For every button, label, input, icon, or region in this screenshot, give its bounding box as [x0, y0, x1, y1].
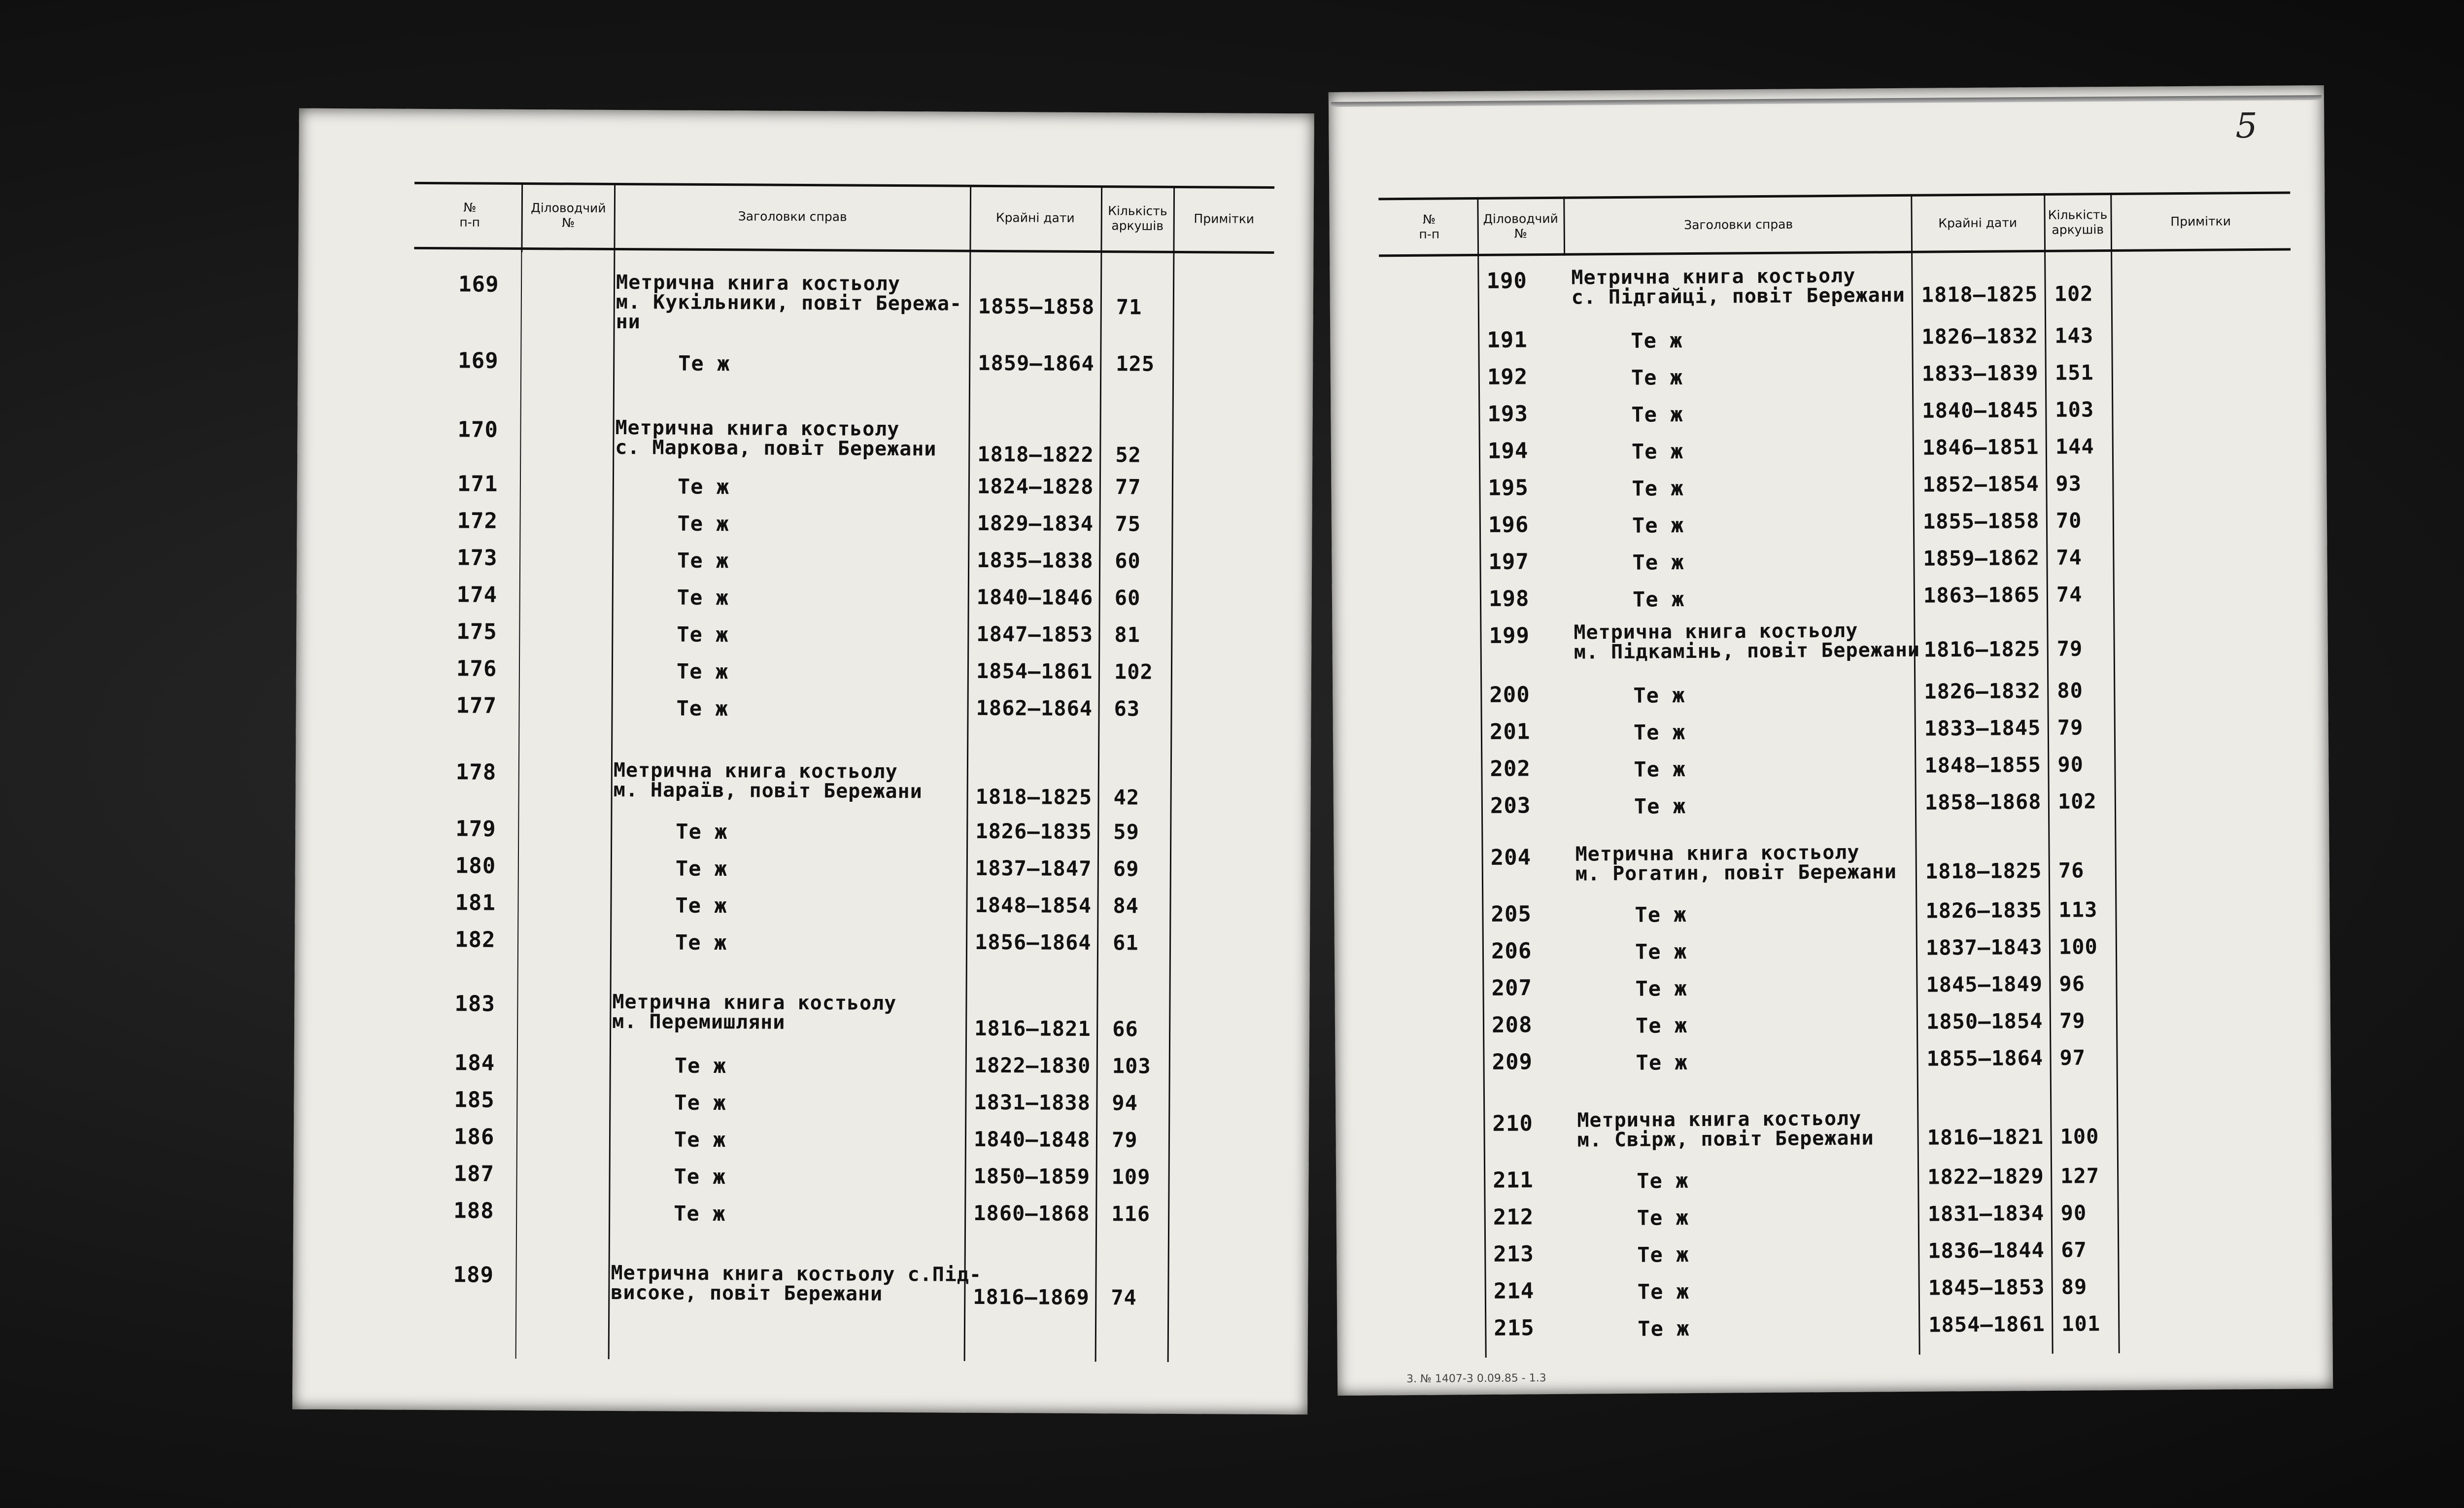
date-range: 1845–1853 [1928, 1274, 2045, 1300]
sheet-count: 79 [1111, 1128, 1138, 1152]
sheet-count: 79 [2057, 715, 2084, 740]
row-number: 169 [458, 272, 499, 297]
row-number: 184 [454, 1050, 495, 1076]
row-number: 194 [1487, 438, 1529, 464]
sheet-count: 127 [2060, 1164, 2100, 1188]
col-divider [2110, 193, 2120, 1353]
sheet-count: 100 [2058, 934, 2098, 959]
same-as-above: Те ж [677, 622, 729, 647]
col-divider [964, 186, 971, 1361]
same-as-above: Те ж [1632, 476, 1684, 501]
header-no: № п-п [1419, 212, 1440, 241]
row-number: 201 [1489, 719, 1531, 745]
record-title-line: Метрична книга костьолу [616, 271, 901, 296]
sheet-count: 70 [2055, 508, 2082, 533]
sheet-count: 74 [1111, 1285, 1137, 1310]
row-number: 207 [1491, 975, 1533, 1001]
row-number: 169 [458, 348, 499, 374]
row-number: 199 [1489, 623, 1530, 649]
record-title-line: Метрична книга костьолу [1577, 1107, 1862, 1132]
header-sheets: Кількість аркушів [1108, 204, 1167, 233]
header-dates: Крайні дати [1938, 215, 2018, 231]
date-range: 1858–1868 [1924, 789, 2042, 815]
row-number: 215 [1494, 1315, 1535, 1341]
header-clerk: Діловодчий № [1483, 211, 1558, 241]
right-page [1329, 85, 2333, 1396]
row-number: 173 [457, 545, 498, 571]
sheet-count: 103 [1112, 1054, 1151, 1078]
date-range: 1856–1864 [974, 929, 1092, 955]
row-number: 196 [1488, 512, 1529, 538]
date-range: 1859–1864 [978, 350, 1095, 376]
date-range: 1850–1859 [973, 1164, 1091, 1189]
row-number: 213 [1493, 1241, 1534, 1267]
sheet-count: 79 [2059, 1008, 2086, 1033]
header-bottom-rule [414, 247, 1274, 254]
row-number: 187 [453, 1161, 495, 1187]
same-as-above: Те ж [1635, 1013, 1688, 1038]
same-as-above: Те ж [1637, 1205, 1689, 1230]
date-range: 1826–1835 [975, 819, 1092, 844]
same-as-above: Те ж [674, 1164, 726, 1189]
sheet-count: 80 [2057, 678, 2084, 703]
sheet-count: 90 [2060, 1200, 2087, 1225]
record-title-line: м. Рогатин, повіт Бережани [1575, 860, 1897, 886]
same-as-above: Те ж [1631, 328, 1683, 353]
same-as-above: Те ж [1635, 939, 1687, 964]
same-as-above: Те ж [677, 474, 730, 499]
same-as-above: Те ж [676, 659, 729, 684]
same-as-above: Те ж [677, 548, 729, 573]
date-range: 1816–1821 [1927, 1125, 2044, 1150]
col-divider [1095, 186, 1102, 1362]
date-range: 1829–1834 [977, 511, 1094, 536]
date-range: 1863–1865 [1923, 583, 2040, 608]
sheet-count: 113 [2058, 897, 2098, 922]
date-range: 1816–1869 [973, 1284, 1090, 1310]
date-range: 1837–1847 [975, 856, 1092, 881]
header-dates: Крайні дати [995, 210, 1075, 225]
same-as-above: Те ж [1636, 1050, 1688, 1075]
date-range: 1822–1830 [974, 1053, 1091, 1078]
same-as-above: Те ж [1631, 365, 1683, 390]
header-notes: Примітки [1194, 211, 1255, 226]
sheet-count: 74 [2056, 582, 2083, 607]
row-number: 185 [454, 1087, 495, 1113]
sheet-count: 144 [2055, 434, 2094, 459]
date-range: 1826–1835 [1925, 898, 2043, 923]
sheet-count: 60 [1115, 548, 1141, 573]
same-as-above: Те ж [1633, 683, 1685, 708]
record-title-line: Метрична книга костьолу [613, 758, 898, 784]
same-as-above: Те ж [1635, 976, 1687, 1001]
record-title-line: м. Кукільники, повіт Бережа- [616, 290, 962, 315]
date-range: 1833–1839 [1921, 361, 2039, 386]
record-title-line: м. Свірж, повіт Бережани [1577, 1127, 1874, 1152]
row-number: 206 [1491, 938, 1532, 964]
same-as-above: Те ж [674, 1127, 726, 1152]
record-title-line: с. Маркова, повіт Бережани [615, 436, 937, 461]
record-title-line: с. Підгайці, повіт Бережани [1571, 283, 1906, 309]
date-range: 1816–1821 [974, 1016, 1091, 1041]
sheet-count: 59 [1113, 820, 1139, 844]
date-range: 1840–1846 [976, 584, 1094, 610]
same-as-above: Те ж [677, 585, 729, 610]
record-title-line: Метрична книга костьолу [1575, 841, 1860, 866]
date-range: 1855–1864 [1926, 1046, 2044, 1071]
row-number: 182 [454, 927, 496, 953]
row-number: 170 [457, 417, 499, 443]
sheet-count: 100 [2060, 1124, 2099, 1149]
same-as-above: Те ж [674, 1090, 726, 1115]
date-range: 1855–1858 [1922, 509, 2040, 534]
record-title-line: м. Нараїв, повіт Бережани [613, 778, 923, 803]
date-range: 1840–1848 [973, 1127, 1091, 1152]
record-title-line: м. Підкамінь, повіт Бережани [1574, 638, 1920, 664]
sheet-count: 61 [1112, 930, 1139, 955]
date-range: 1826–1832 [1921, 324, 2039, 349]
date-range: 1850–1854 [1926, 1009, 2043, 1034]
row-number: 176 [456, 656, 497, 682]
same-as-above: Те ж [677, 511, 729, 536]
date-range: 1831–1838 [974, 1090, 1091, 1115]
sheet-count: 116 [1111, 1201, 1151, 1226]
sheet-count: 67 [2061, 1237, 2087, 1262]
row-number: 211 [1493, 1167, 1534, 1193]
row-number: 179 [455, 816, 496, 842]
row-number: 190 [1486, 268, 1528, 294]
row-number: 183 [454, 991, 496, 1017]
same-as-above: Те ж [675, 893, 727, 918]
date-range: 1833–1845 [1924, 716, 2041, 741]
row-number: 210 [1492, 1111, 1534, 1136]
col-divider [515, 250, 522, 1359]
header-notes: Примітки [2170, 214, 2231, 229]
date-range: 1831–1834 [1927, 1200, 2045, 1226]
same-as-above: Те ж [1633, 720, 1686, 745]
row-number: 197 [1488, 549, 1530, 575]
col-divider [2044, 193, 2053, 1354]
col-divider [1477, 197, 1486, 1358]
header-top-rule [414, 182, 1274, 189]
sheet-count: 42 [1113, 785, 1140, 810]
same-as-above: Те ж [1632, 513, 1684, 538]
date-range: 1847–1853 [976, 621, 1094, 647]
date-range: 1818–1825 [1921, 282, 2038, 307]
sheet-count: 151 [2054, 360, 2094, 385]
sheet-count: 97 [2059, 1045, 2086, 1070]
row-number: 172 [457, 508, 498, 534]
row-number: 204 [1490, 845, 1532, 870]
row-number: 191 [1487, 327, 1528, 353]
same-as-above: Те ж [1638, 1316, 1690, 1341]
same-as-above: Те ж [1631, 402, 1683, 427]
sheet-count: 52 [1115, 443, 1141, 467]
date-range: 1818–1825 [1925, 858, 2042, 884]
record-title-line: м. Перемишляни [612, 1010, 786, 1034]
sheet-count: 125 [1116, 351, 1155, 376]
sheet-count: 74 [2056, 545, 2083, 570]
same-as-above: Те ж [676, 696, 728, 721]
col-divider [1911, 194, 1920, 1355]
sheet-count: 63 [1114, 696, 1140, 721]
row-number: 189 [453, 1262, 494, 1288]
sheet-count: 96 [2059, 971, 2086, 996]
header-top-rule [1378, 191, 2290, 200]
date-range: 1837–1843 [1925, 935, 2043, 960]
col-divider [1167, 187, 1175, 1362]
date-range: 1816–1825 [1923, 637, 2041, 662]
date-range: 1860–1868 [973, 1200, 1090, 1226]
same-as-above: Те ж [1632, 550, 1684, 575]
sheet-count: 79 [2056, 636, 2083, 661]
sheet-count: 71 [1116, 295, 1142, 319]
date-range: 1822–1829 [1927, 1164, 2044, 1189]
row-number: 178 [455, 759, 497, 785]
row-number: 202 [1490, 756, 1531, 782]
row-number: 200 [1489, 682, 1530, 708]
date-range: 1848–1854 [975, 892, 1092, 918]
row-number: 205 [1491, 901, 1532, 927]
record-title-line: Метрична книга костьолу [615, 416, 900, 441]
row-number: 195 [1488, 475, 1529, 501]
date-range: 1848–1855 [1924, 753, 2042, 778]
row-number: 214 [1493, 1278, 1535, 1304]
row-number: 212 [1493, 1204, 1534, 1230]
date-range: 1818–1822 [977, 442, 1094, 467]
date-range: 1859–1862 [1923, 546, 2040, 571]
row-number: 177 [456, 693, 497, 719]
sheet-count: 93 [2055, 471, 2082, 496]
date-range: 1855–1858 [978, 294, 1095, 319]
date-range: 1852–1854 [1922, 472, 2040, 497]
header-bottom-rule [1379, 248, 2291, 257]
sheet-count: 143 [2054, 323, 2094, 348]
date-range: 1854–1861 [1928, 1311, 2046, 1337]
date-range: 1845–1849 [1926, 972, 2043, 997]
row-number: 193 [1487, 401, 1529, 427]
sheet-count: 76 [2058, 858, 2085, 883]
date-range: 1824–1828 [977, 474, 1094, 499]
row-number: 181 [455, 890, 496, 916]
same-as-above: Те ж [1632, 587, 1685, 612]
same-as-above: Те ж [678, 351, 730, 376]
record-title-line: високе, повіт Бережани [611, 1281, 883, 1305]
record-title-line: Метрична книга костьолу с.Під- [611, 1261, 982, 1286]
same-as-above: Те ж [1637, 1168, 1689, 1193]
sheet-count: 90 [2057, 752, 2084, 777]
row-number: 171 [457, 471, 498, 497]
same-as-above: Те ж [1631, 439, 1684, 464]
date-range: 1835–1838 [977, 548, 1094, 573]
record-title-line: Метрична книга костьолу [1574, 619, 1858, 644]
date-range: 1854–1861 [976, 658, 1093, 684]
sheet-count: 89 [2061, 1274, 2088, 1299]
sheet-count: 75 [1115, 512, 1141, 536]
date-range: 1846–1851 [1922, 435, 2039, 460]
sheet-count: 84 [1113, 893, 1139, 918]
header-sheets: Кількість аркушів [2048, 207, 2108, 237]
sheet-count: 102 [1114, 659, 1153, 684]
record-title-line: Метрична книга костьолу [612, 990, 897, 1015]
sheet-count: 102 [2054, 281, 2093, 306]
date-range: 1818–1825 [975, 784, 1093, 810]
sheet-count: 103 [2055, 397, 2094, 422]
same-as-above: Те ж [674, 1201, 726, 1226]
date-range: 1836–1844 [1928, 1237, 2045, 1263]
same-as-above: Те ж [1637, 1279, 1690, 1304]
same-as-above: Те ж [1634, 794, 1686, 819]
date-range: 1840–1845 [1922, 398, 2039, 423]
sheet-count: 69 [1113, 857, 1139, 881]
sheet-count: 102 [2057, 789, 2097, 814]
same-as-above: Те ж [674, 1053, 727, 1078]
header-titles: Заголовки справ [1684, 217, 1793, 233]
date-range: 1862–1864 [976, 695, 1093, 721]
row-number: 188 [453, 1198, 494, 1224]
same-as-above: Те ж [1634, 757, 1686, 782]
same-as-above: Те ж [675, 856, 728, 881]
sheet-count: 66 [1112, 1017, 1138, 1041]
row-number: 175 [456, 619, 497, 645]
row-number: 198 [1488, 586, 1530, 612]
sheet-count: 60 [1114, 585, 1141, 610]
sheet-count: 94 [1112, 1091, 1138, 1115]
row-number: 208 [1491, 1012, 1533, 1038]
col-divider [1563, 197, 1565, 256]
same-as-above: Те ж [1637, 1242, 1689, 1267]
page-edge [1331, 95, 2322, 107]
row-number: 203 [1490, 793, 1531, 819]
row-number: 192 [1487, 364, 1528, 390]
same-as-above: Те ж [1635, 902, 1687, 927]
left-page [292, 108, 1314, 1415]
header-titles: Заголовки справ [738, 209, 847, 224]
footer-print-info: 3. № 1407-3 0.09.85 - 1.3 [1406, 1372, 1546, 1386]
row-number: 174 [456, 582, 498, 608]
header-no: № п-п [459, 200, 480, 230]
row-number: 186 [453, 1124, 495, 1150]
header-clerk: Діловодчий № [531, 201, 606, 230]
page-number: 5 [2235, 105, 2258, 146]
row-number: 180 [455, 853, 496, 879]
row-number: 209 [1492, 1049, 1533, 1075]
sheet-count: 109 [1111, 1165, 1151, 1189]
sheet-count: 81 [1114, 622, 1141, 647]
same-as-above: Те ж [676, 819, 728, 844]
record-title-line: Метрична книга костьолу [1571, 264, 1856, 289]
date-range: 1826–1832 [1924, 679, 2041, 704]
record-title-line: ни [616, 310, 641, 334]
sheet-count: 77 [1115, 475, 1141, 499]
same-as-above: Те ж [675, 930, 727, 955]
sheet-count: 101 [2061, 1311, 2101, 1336]
